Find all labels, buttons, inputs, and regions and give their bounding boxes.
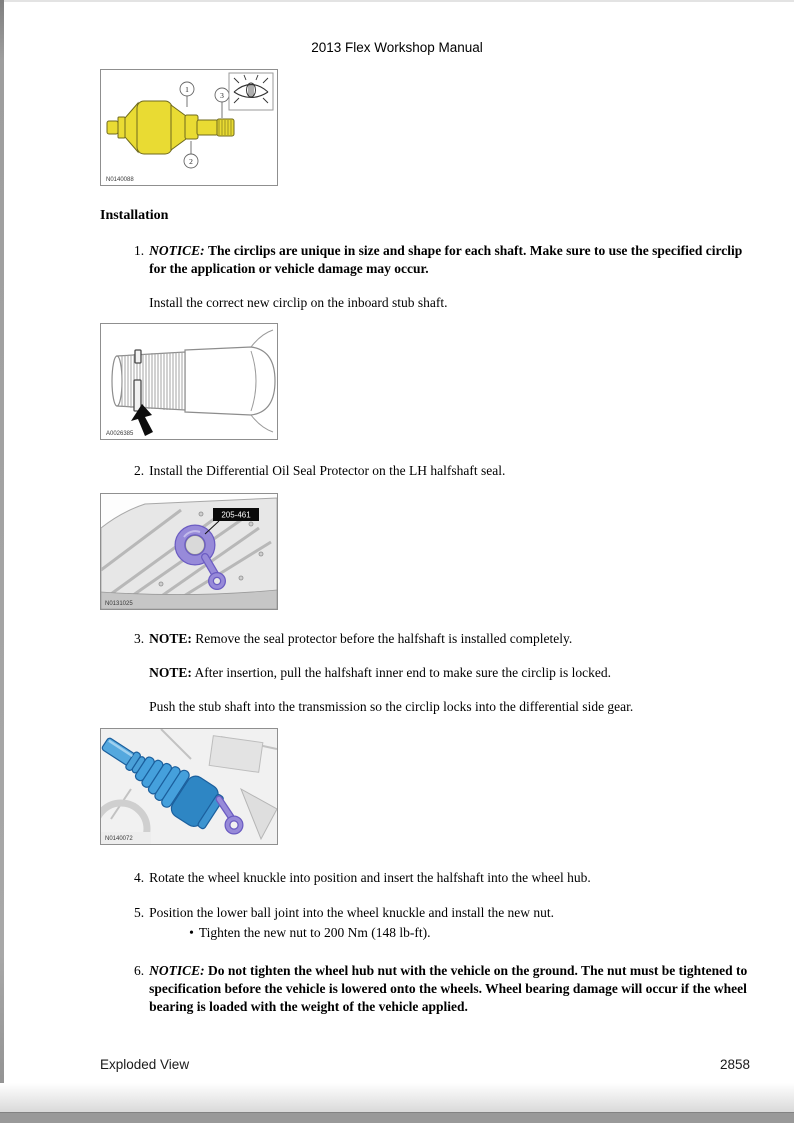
step-5 bbox=[100, 904, 750, 943]
bullet-text: Tighten the new nut to 200 Nm (148 lb-ft). bbox=[198, 925, 431, 941]
figure-circlip-install bbox=[100, 323, 278, 440]
step-number: 3. bbox=[134, 631, 145, 647]
figure-label: N0140088 bbox=[106, 177, 134, 183]
step-paragraph: Push the stub shaft into the transmission so the circlip locks into the differential side gear. bbox=[149, 698, 634, 714]
oil-seal bbox=[186, 536, 205, 555]
spline-lines bbox=[122, 352, 182, 410]
case-block bbox=[209, 735, 263, 772]
callout-3 bbox=[215, 88, 229, 102]
transmission-diagram bbox=[101, 494, 277, 609]
step-paragraph: Install the correct new circlip on the inboard stub shaft. bbox=[149, 294, 448, 310]
footer-page-number: 2858 bbox=[719, 1057, 750, 1072]
callout-2 bbox=[184, 154, 198, 168]
note-text: After insertion, pull the halfshaft inner end to make sure the circlip is locked. bbox=[194, 665, 612, 681]
inspection-eye-icon bbox=[229, 73, 273, 110]
halfshaft-install-diagram bbox=[101, 729, 277, 844]
page-left-edge bbox=[0, 0, 4, 1123]
figure-label: N0140072 bbox=[105, 835, 133, 842]
step-body bbox=[149, 462, 750, 480]
step-1 bbox=[100, 242, 750, 311]
svg-text:205-461: 205-461 bbox=[221, 510, 251, 520]
yellow-shaft-shape bbox=[107, 101, 234, 154]
step-6 bbox=[100, 962, 750, 1015]
bullet-marker: • bbox=[189, 925, 194, 941]
step-number: 2. bbox=[134, 463, 145, 479]
circlip-shape bbox=[134, 350, 141, 411]
note-label: NOTE: bbox=[149, 631, 192, 647]
figure-label: A0026385 bbox=[106, 431, 134, 438]
step-number: 4. bbox=[134, 869, 145, 885]
notice-text: The circlips are unique in size and shape for each shaft. Make sure to use the specified circlip for the application or vehicle damage may occur. bbox=[149, 243, 743, 276]
callout-1 bbox=[180, 82, 194, 96]
svg-text:3: 3 bbox=[220, 91, 224, 100]
note-label: NOTE: bbox=[149, 665, 192, 681]
notice-label: NOTICE: bbox=[149, 963, 205, 979]
page-bottom-edge bbox=[0, 1112, 794, 1123]
step-4 bbox=[100, 869, 750, 887]
step-paragraph: Install the Differential Oil Seal Protector on the LH halfshaft seal. bbox=[149, 463, 506, 479]
step-3 bbox=[100, 630, 750, 715]
step-body bbox=[149, 630, 750, 715]
step-number: 1. bbox=[134, 243, 145, 258]
halfshaft-diagram bbox=[101, 70, 277, 185]
figure-halfshaft-install bbox=[100, 728, 278, 845]
section-heading: Installation bbox=[100, 208, 169, 223]
circlip-diagram bbox=[101, 324, 277, 439]
svg-text:1: 1 bbox=[185, 85, 189, 94]
page-top-edge bbox=[0, 0, 794, 2]
page-header-title: 2013 Flex Workshop Manual bbox=[311, 40, 483, 55]
figure-seal-protector bbox=[100, 493, 278, 610]
step-body bbox=[149, 869, 750, 887]
step-number: 6. bbox=[134, 963, 145, 979]
svg-text:2: 2 bbox=[189, 157, 193, 166]
page-footer bbox=[100, 1057, 750, 1072]
bullet-item bbox=[149, 924, 750, 942]
step-body bbox=[149, 242, 750, 311]
footer-section-title: Exploded View bbox=[100, 1057, 190, 1072]
figure-halfshaft-callouts bbox=[100, 69, 278, 186]
figure-label: N0131025 bbox=[105, 601, 133, 608]
step-body bbox=[149, 962, 750, 1015]
step-number: 5. bbox=[134, 904, 145, 920]
step-paragraph: Position the lower ball joint into the wheel knuckle and install the new nut. bbox=[149, 904, 555, 920]
notice-label: NOTICE: bbox=[149, 243, 205, 258]
page-content bbox=[100, 69, 750, 1016]
step-body bbox=[149, 904, 750, 943]
page-bottom-shadow bbox=[0, 1083, 794, 1113]
note-text: Remove the seal protector before the halfshaft is installed completely. bbox=[195, 631, 573, 647]
step-paragraph: Rotate the wheel knuckle into position and insert the halfshaft into the wheel hub. bbox=[149, 869, 591, 885]
notice-text: Do not tighten the wheel hub nut with the vehicle on the ground. The nut must be tightened to specification before the vehicle is lowered onto the wheels. Wheel bearing damage will occur if the wheel bearing is loaded with the weight of the vehicle applied. bbox=[149, 963, 748, 1014]
step-2 bbox=[100, 462, 750, 480]
